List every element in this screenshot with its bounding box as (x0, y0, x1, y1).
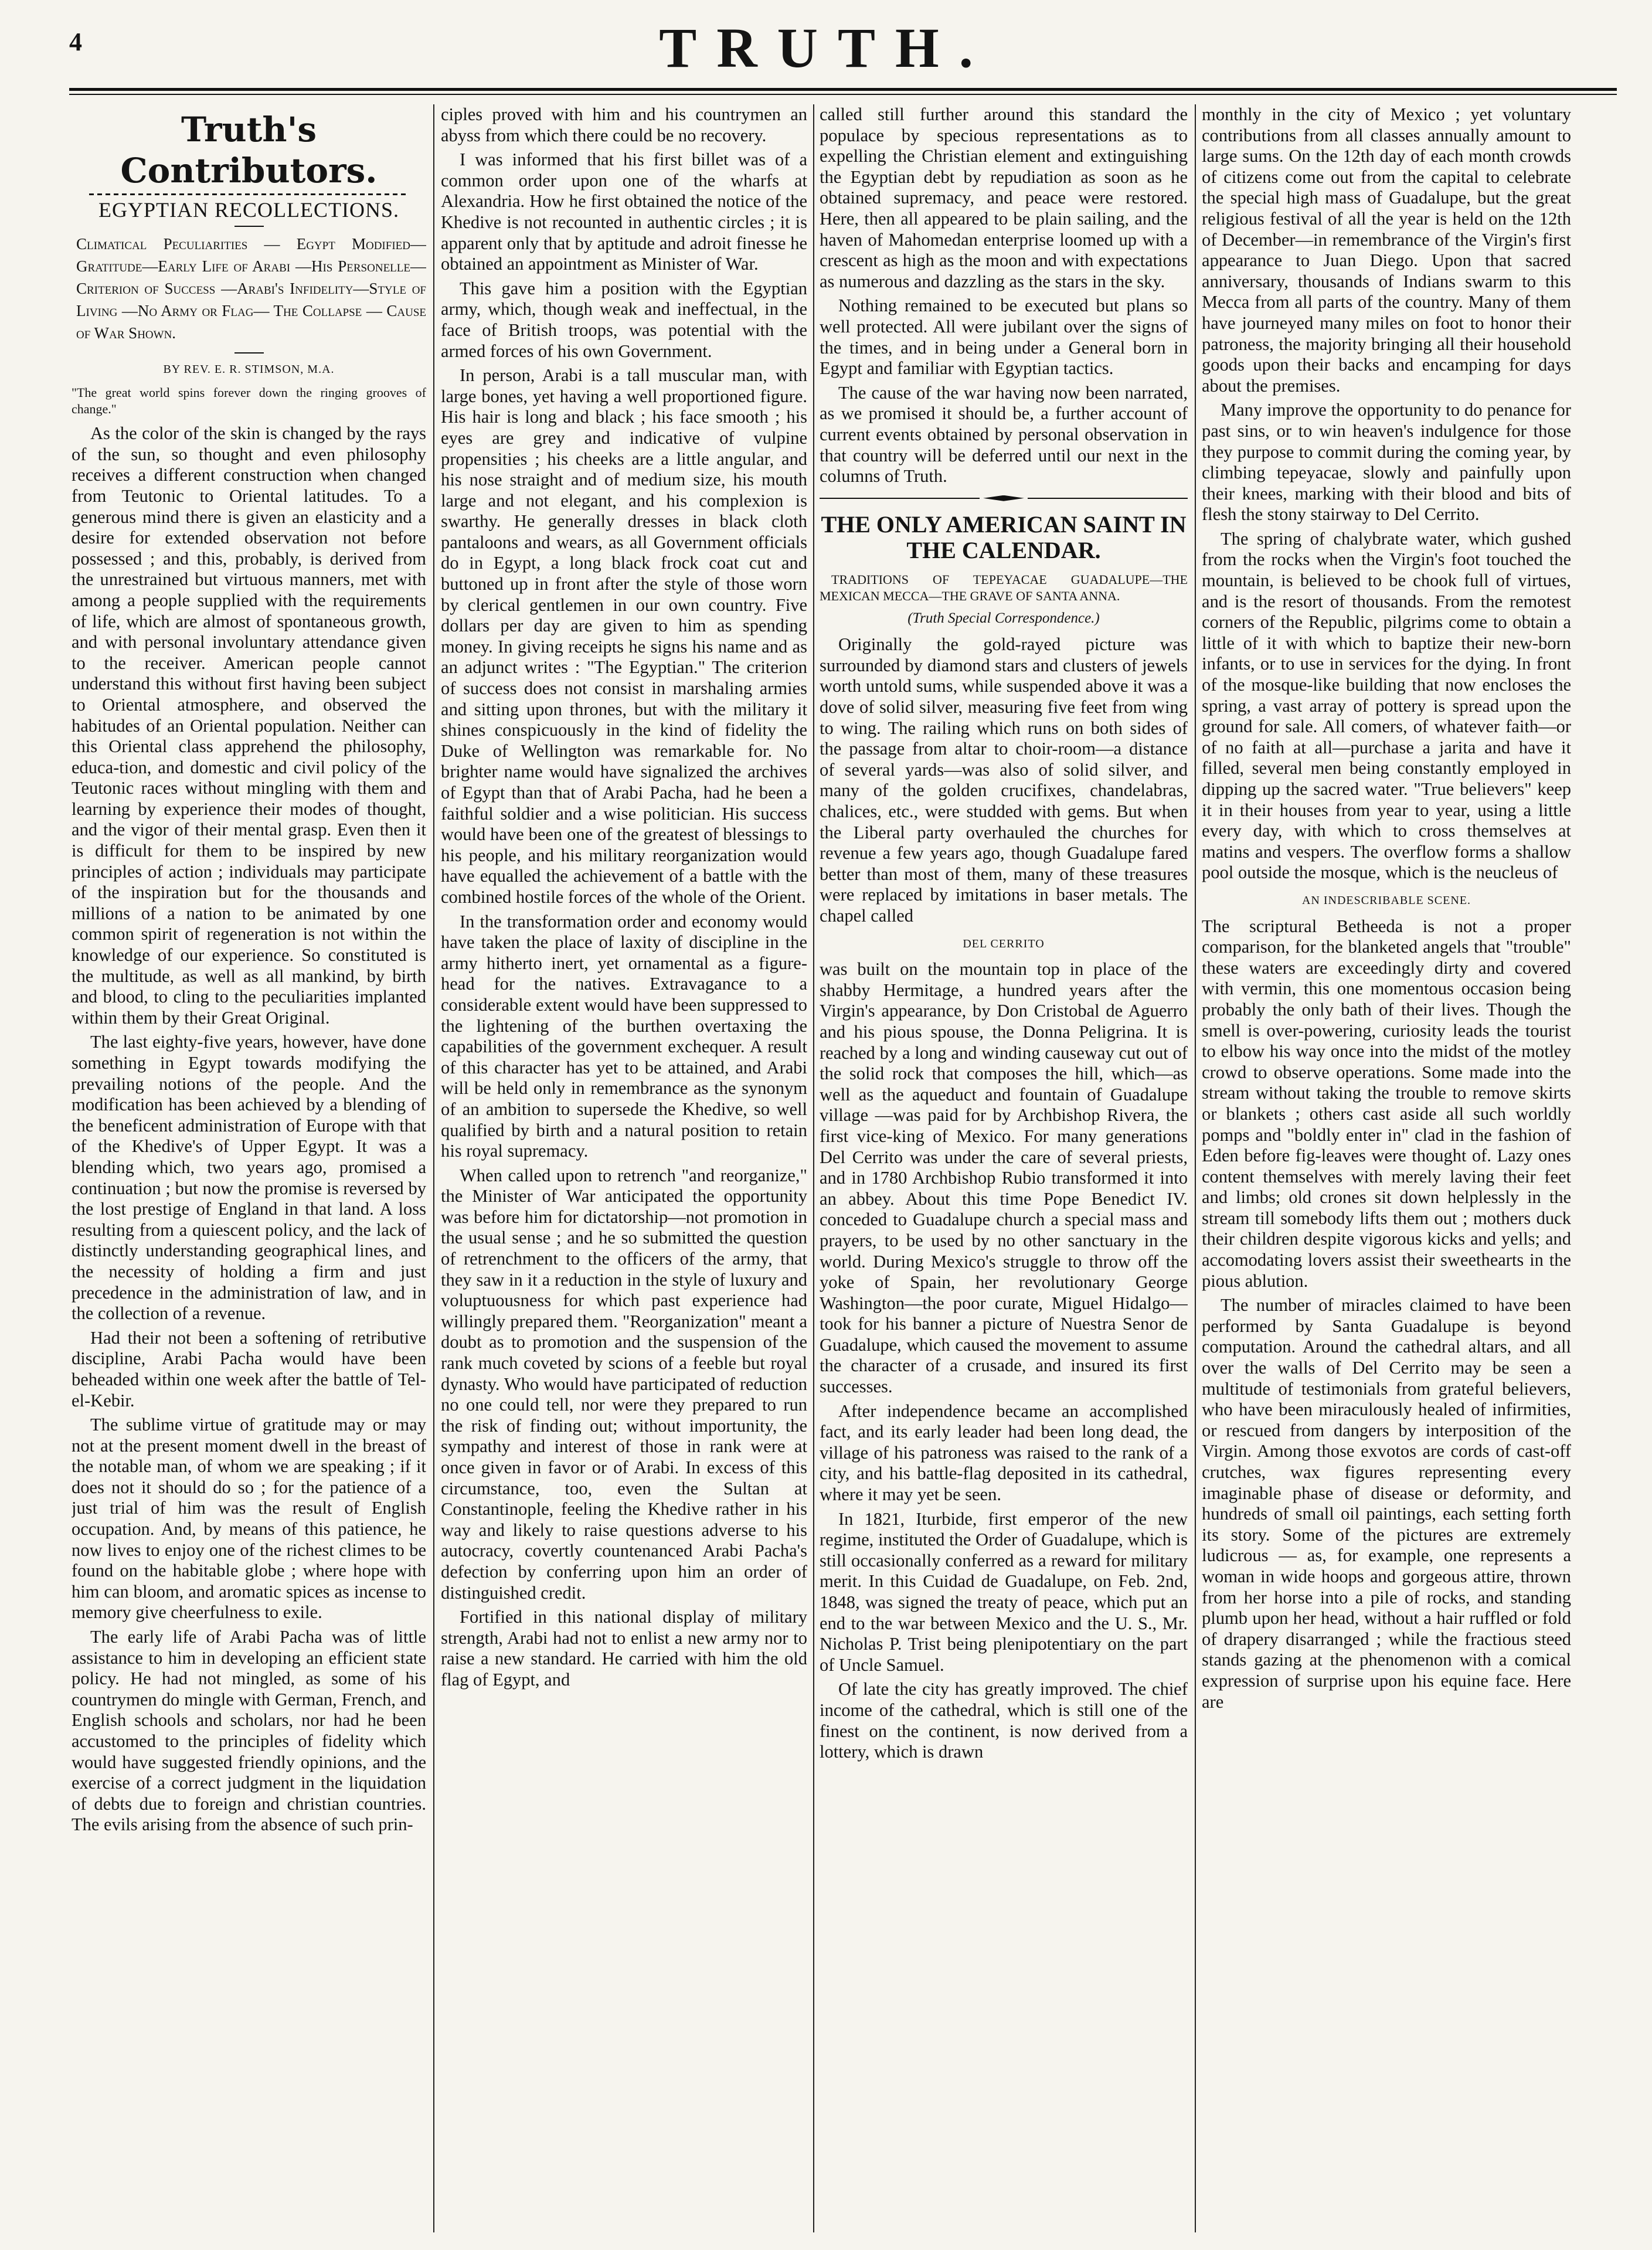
paragraph: Many improve the opportunity to do penance for past sins, or to win heaven's indulgence for those they purpose to commit during the coming year, by climbing tepeyacae, slowly and painfully upon their knees, marking with their blood and bits of flesh the stony stairway to Del Cerrito. (1202, 400, 1571, 525)
paragraph: Of late the city has greatly improved. The chief income of the cathedral, which is still one of the finest on the continent, is now derived from a lottery, which is drawn (820, 1679, 1188, 1762)
column-4 (1202, 104, 1571, 2232)
paragraph: The scriptural Betheeda is not a proper comparison, for the blanketed angels that "trouble" these waters are exceedingly dirty and covered with vermin, this one momentous occasion being probably the only bath of their lives. Though the smell is over-powering, curiosity leads the tourist to elbow his way once into the midst of the motley crowd to observe operations. Some made into the stream without taking the trouble to remove skirts or blankets ; others cast aside all such worldly pomps and "boldly enter in" clad in the fashion of Eden before fig-leaves were thought of. Lazy ones content themselves with merely laving their feet and limbs; old crones sit down helplessly in the stream till somebody lifts them out ; mothers duck their children despite vigorous kicks and yells; and accomodating lovers assist their sweethearts in the pious ablution. (1202, 916, 1571, 1291)
department-heading: Truth's Contributors. (120, 110, 378, 191)
column-divider-3 (1195, 104, 1196, 2232)
paragraph: The number of miracles claimed to have been performed by Santa Guadalupe is beyond computation. Around the cathedral altars, and all over the walls of Del Cerrito may be seen a multitude of testimonials from grateful believers, who have been miraculously healed of infirmities, or rescued from dangers by interposition of the Virgin. Among those exvotos are cords of cast-off crutches, wax figures representing every imaginable phase of disease or deformity, and hundreds of small oil paintings, each setting forth its story. Some of the pictures are extremely ludicrous — as, for example, one represents a woman in wide hoops and gorgeous attire, thrown from her horse into a pile of rocks, and standing plumb upon her head, without a hair ruffled or fold of drapery disarranged ; while the fractious steed stands gazing at the phenomenon with a comical expression of surprise upon his equine face. Here are (1202, 1295, 1571, 1712)
header-rule-thin (69, 94, 1617, 95)
wavy-rule (89, 193, 409, 195)
column-divider-1 (433, 104, 434, 2232)
paragraph: In 1821, Iturbide, first emperor of the new regime, instituted the Order of Guadalupe, which is still occasionally conferred as a reward for military merit. In this Cuidad de Guadalupe, on Feb. 2nd, 1848, was signed the treaty of peace, which put an end to the war between Mexico and the U. S., Mr. Nicholas P. Trist being plenipotentiary on the part of Uncle Samuel. (820, 1508, 1188, 1675)
paragraph: was built on the mountain top in place of the shabby Hermitage, a hundred years after the Virgin's appearance, by Don Cristobal de Aguerro and his pious spouse, the Donna Peligrina. It is reached by a long and winding causeway cut out of the solid rock that composes the hill, which—as well as the aqueduct and fountain of Guadalupe village —was paid for by Archbishop Rivera, the first vice-king of Mexico. For many generations Del Cerrito was under the care of several priests, and in 1780 Archbishop Rubio transformed it into an abbey. About this time Pope Benedict IV. conceded to Guadalupe church a special mass and prayers, to be used by no other sanctuary in the world. During Mexico's struggle to throw off the yoke of Spain, her revolutionary George Washington—the poor curate, Miguel Hidalgo—took for his banner a picture of Nuestra Senor de Guadalupe, which caused the movement to assume the character of a crusade, and insured its first successes. (820, 959, 1188, 1397)
header-rule (69, 88, 1617, 91)
paragraph: In the transformation order and economy would have taken the place of laxity of discipline in the army hitherto inert, yet ornamental as a figure-head for the natives. Extravagance to a considerable extent would have been suppressed to the lightening of the burthen overtaxing the capabilities of the government exchequer. A result of this character has yet to be attained, and Arabi will be held only in remembrance as the synonym of an ambition to supersede the Khedive, so well qualified by birth and a natural position to retain his royal supremacy. (441, 911, 807, 1161)
paragraph: As the color of the skin is changed by the rays of the sun, so thought and even philosophy receives a different construction when changed from Teutonic to Oriental latitudes. To a generous mind there is given an elasticity and a desire for extended observation not before possessed ; and this, probably, is derived from the unrestrained but virtuous manners, met with among a people supplied with the requirements of life, which are almost of spontaneous growth, and with personal involuntary attendance given to the receiver. American people cannot understand this without first having been subject to Oriental atmosphere, and observed the habitudes of an Oriental population. Neither can this Oriental class apprehend the philosophy, educa-tion, and domestic and civil policy of the Teutonic races without mingling with them and learning by experience their modes of thought, and the vigor of their mental grasp. Even then it is difficult for them to be inspired by new principles of action ; individuals may participate of the inspiration but for the thousands and millions of a nation to be animated by one common spirit of regeneration is not within the knowledge of our experience. So constituted is the multitude, as well as all mankind, by birth and blood, to cling to the peculiarities implanted within them by their Great Original. (72, 423, 426, 1028)
article-title: THE ONLY AMERICAN SAINT IN THE CALENDAR. (821, 511, 1187, 563)
column-2 (441, 104, 807, 2232)
column-1 (72, 104, 426, 2232)
ornament-rule (820, 495, 1188, 501)
short-rule (234, 352, 264, 354)
paragraph: When called upon to retrench "and reorganize," the Minister of War anticipated the opportunity was before him for dictatorship—not promotion in the usual sense ; and he so submitted the question of retrenchment to the officers of the army, that they saw in it a reduction in the style of luxury and voluptuousness for which past experience had willingly prepared them. "Reorganization" meant a doubt as to promotion and the suspension of the rank much coveted by scions of a feeble but royal dynasty. Who would have participated of reduction no one could tell, nor were they prepared to run the risk of finding out; without importunity, the sympathy and interest of those in rank were at once given in favor or of Arabi. In excess of this circumstance, too, even the Sultan at Constantinople, feeling the Khedive rather in his way and likely to raise questions adverse to his autocracy, covertly countenanced Arabi Pacha's defection by conferring upon him an order of distinguished credit. (441, 1165, 807, 1603)
paragraph: The last eighty-five years, however, have done something in Egypt towards modifying the prevailing notions of the people. And the modification has been achieved by a blending of the beneficent administration of Europe with that of the Khedive's of Upper Egypt. It was a blending which, two years ago, promised a continuation ; but now the promise is reversed by the lost prestige of England in that land. A loss resulting from a quiescent policy, and the lack of distinctly understanding geographical lines, and the necessity of holding a firm and just precedence in the administration of law, and in the collection of a revenue. (72, 1032, 426, 1324)
paragraph: called still further around this standard the populace by specious representations as to expelling the Christian element and extinguishing the Egyptian debt by repudiation as soon as he obtained supremacy, and peace were restored. Here, then all appeared to be plain sailing, and the haven of Mahomedan enterprise loomed up with a crescent as high as the moon and with expectations as numerous and dazzling as the stars in the sky. (820, 104, 1188, 291)
byline: BY REV. E. R. STIMSON, M.A. (163, 362, 335, 376)
page-number: 4 (69, 28, 82, 56)
article-summary: Climatical Peculiarities — Egypt Modified—Gratitude—Early Life of Arabi —His Personelle—Criterion of Success —Arabi's Infidelity—Style of Living —No Army or Flag— The Collapse — Cause of War Shown. (76, 234, 426, 342)
paragraph: The early life of Arabi Pacha was of little assistance to him in developing an efficient state policy. He had not mingled, as some of his countrymen do mingle with German, French, and English schools and scholars, nor had he been accustomed to the principles of fidelity which would have suggested friendly opinions, and the exercise of a correct judgment in the liquidation of debts due to foreign and christian countries. The evils arising from the absence of such prin- (72, 1627, 426, 1835)
article-subheading: TRADITIONS OF TEPEYACAE GUADALUPE—THE MEXICAN MECCA—THE GRAVE OF SANTA ANNA. (820, 572, 1188, 603)
ornament-line (1028, 498, 1188, 499)
paragraph: Originally the gold-rayed picture was surrounded by diamond stars and clusters of jewels worth untold sums, while suspended above it was a dove of solid silver, measuring five feet from wing to wing. The railing which runs on both sides of the passage from altar to choir-room—a distance of several yards—was also of solid silver, and many of the golden crucifixes, chandelabras, chalices, etc., were studded with gems. But when the Liberal party overhauled the churches for revenue a few years ago, though Guadalupe fared better than most of them, many of these treasures were replaced by imitations in baser metals. The chapel called (820, 634, 1188, 926)
ornament-line (820, 498, 980, 499)
paragraph: The cause of the war having now been narrated, as we promised it should be, a further account of current events obtained by personal observation in that country will be deferred until our next in the columns of Truth. (820, 382, 1188, 487)
paragraph: Had their not been a softening of retributive discipline, Arabi Pacha would have been beheaded within one week after the battle of Tel-el-Kebir. (72, 1327, 426, 1411)
short-rule (234, 226, 264, 227)
paragraph: The spring of chalybrate water, which gushed from the rocks when the Virgin's foot touched the mountain, is believed to be chook full of virtues, and is the resort of thousands. From the remotest corners of the Republic, pilgrims come to obtain a little of it with which to baptize their new-born infants, or to use in services for the dying. In front of the mosque-like building that now encloses the spring, a vast array of pottery is spread upon the ground for sale. All comers, of whatever faith—or of no faith at all—purchase a jarita and have it filled, several men being constantly employed in dipping up the sacred water. "True believers" keep it in their houses from year to year, using a little every day, with which to cross themselves at matins and vespers. The overflow forms a shallow pool outside the mosque, which is the neucleus of (1202, 528, 1571, 883)
column-divider-2 (813, 104, 814, 2232)
paragraph: This gave him a position with the Egyptian army, which, though weak and ineffectual, in the face of British troops, was potential with the armed forces of his own Government. (441, 278, 807, 361)
motto: "The great world spins forever down the ringing grooves of change." (72, 385, 426, 417)
paragraph: ciples proved with him and his countrymen an abyss from which there could be no recovery. (441, 104, 807, 145)
column-3 (820, 104, 1188, 2232)
paragraph: I was informed that his first billet was of a common order upon one of the wharfs at Alexandria. How he first obtained the notice of the Khedive is not recounted in authentic circles ; it is apparent only that by aptitude and adroit finesse he obtained an appointment as Minister of War. (441, 149, 807, 274)
ornament-diamond (983, 495, 1024, 501)
correspondence-note: (Truth Special Correspondence.) (907, 610, 1100, 626)
paragraph: The sublime virtue of gratitude may or may not at the present moment dwell in the breast of the notable man, of whom we are speaking ; if it does not it should do so ; for the patience of a just trial of him was the result of English occupation. And, by means of this patience, he now lives to enjoy one of the richest climes to be found on the habitable globe ; where hope with him can bloom, and aromatic spices as incense to memory give cheerfulness to exile. (72, 1415, 426, 1623)
masthead: TRUTH. (659, 16, 993, 79)
section-subhead: DEL CERRITO (963, 937, 1045, 950)
paragraph: Fortified in this national display of military strength, Arabi had not to enlist a new army nor to raise a new standard. He carried with him the old flag of Egypt, and (441, 1607, 807, 1690)
paragraph: monthly in the city of Mexico ; yet voluntary contributions from all classes annually amount to large sums. On the 12th day of each month crowds of citizens come out from the capital to celebrate the special high mass of Guadalupe, but the great religious festival of all the year is held on the 12th of December—in remembrance of the Virgin's first appearance to Juan Diego. Upon that sacred anniversary, thousands of Indians swarm to this Mecca from all parts of the country. Many of them have journeyed many miles on foot to honor their patroness, the majority bringing all their household goods upon their backs and encamping for days about the premises. (1202, 104, 1571, 396)
paragraph: In person, Arabi is a tall muscular man, with large bones, yet having a well proportioned figure. His hair is long and black ; his face smooth ; his eyes are grey and indicative of vulpine propensities ; his cheeks are a little angular, and his nose straight and of medium size, his mouth large and not elegant, and his complexion is swarthy. He generally dresses in black cloth pantaloons and wears, as all Government officials do in Egypt, a long black frock coat cut and buttoned up in front after the style of those worn by clerical gentlemen in our own country. Five dollars per day are given to him as spending money. In giving receipts he signs his name and as an adjunct writes : "The Egyptian." The criterion of success does not consist in marshaling armies and sitting upon thrones, but with the military it shines conspicuously in the kind of fidelity the Duke of Wellington was remarkable for. No brighter name would have signalized the archives of Egypt than that of Arabi Pacha, had he been a faithful soldier and a wise politician. His success would have been one of the greatest of blessings to his people, and his military reorganization would have equalled the achievement of a battle with the combined hostile forces of the whole of the Orient. (441, 365, 807, 907)
article-title: EGYPTIAN RECOLLECTIONS. (98, 198, 399, 222)
paragraph: Nothing remained to be executed but plans so well protected. All were jubilant over the signs of the times, and in being under a General born in Egypt and familiar with Egyptian tactics. (820, 295, 1188, 379)
paragraph: After independence became an accomplished fact, and its early leader had been long dead, the village of his patroness was raised to the rank of a city, and his battle-flag deposited in its cathedral, where it may yet be seen. (820, 1401, 1188, 1505)
section-subhead: AN INDESCRIBABLE SCENE. (1301, 893, 1471, 907)
